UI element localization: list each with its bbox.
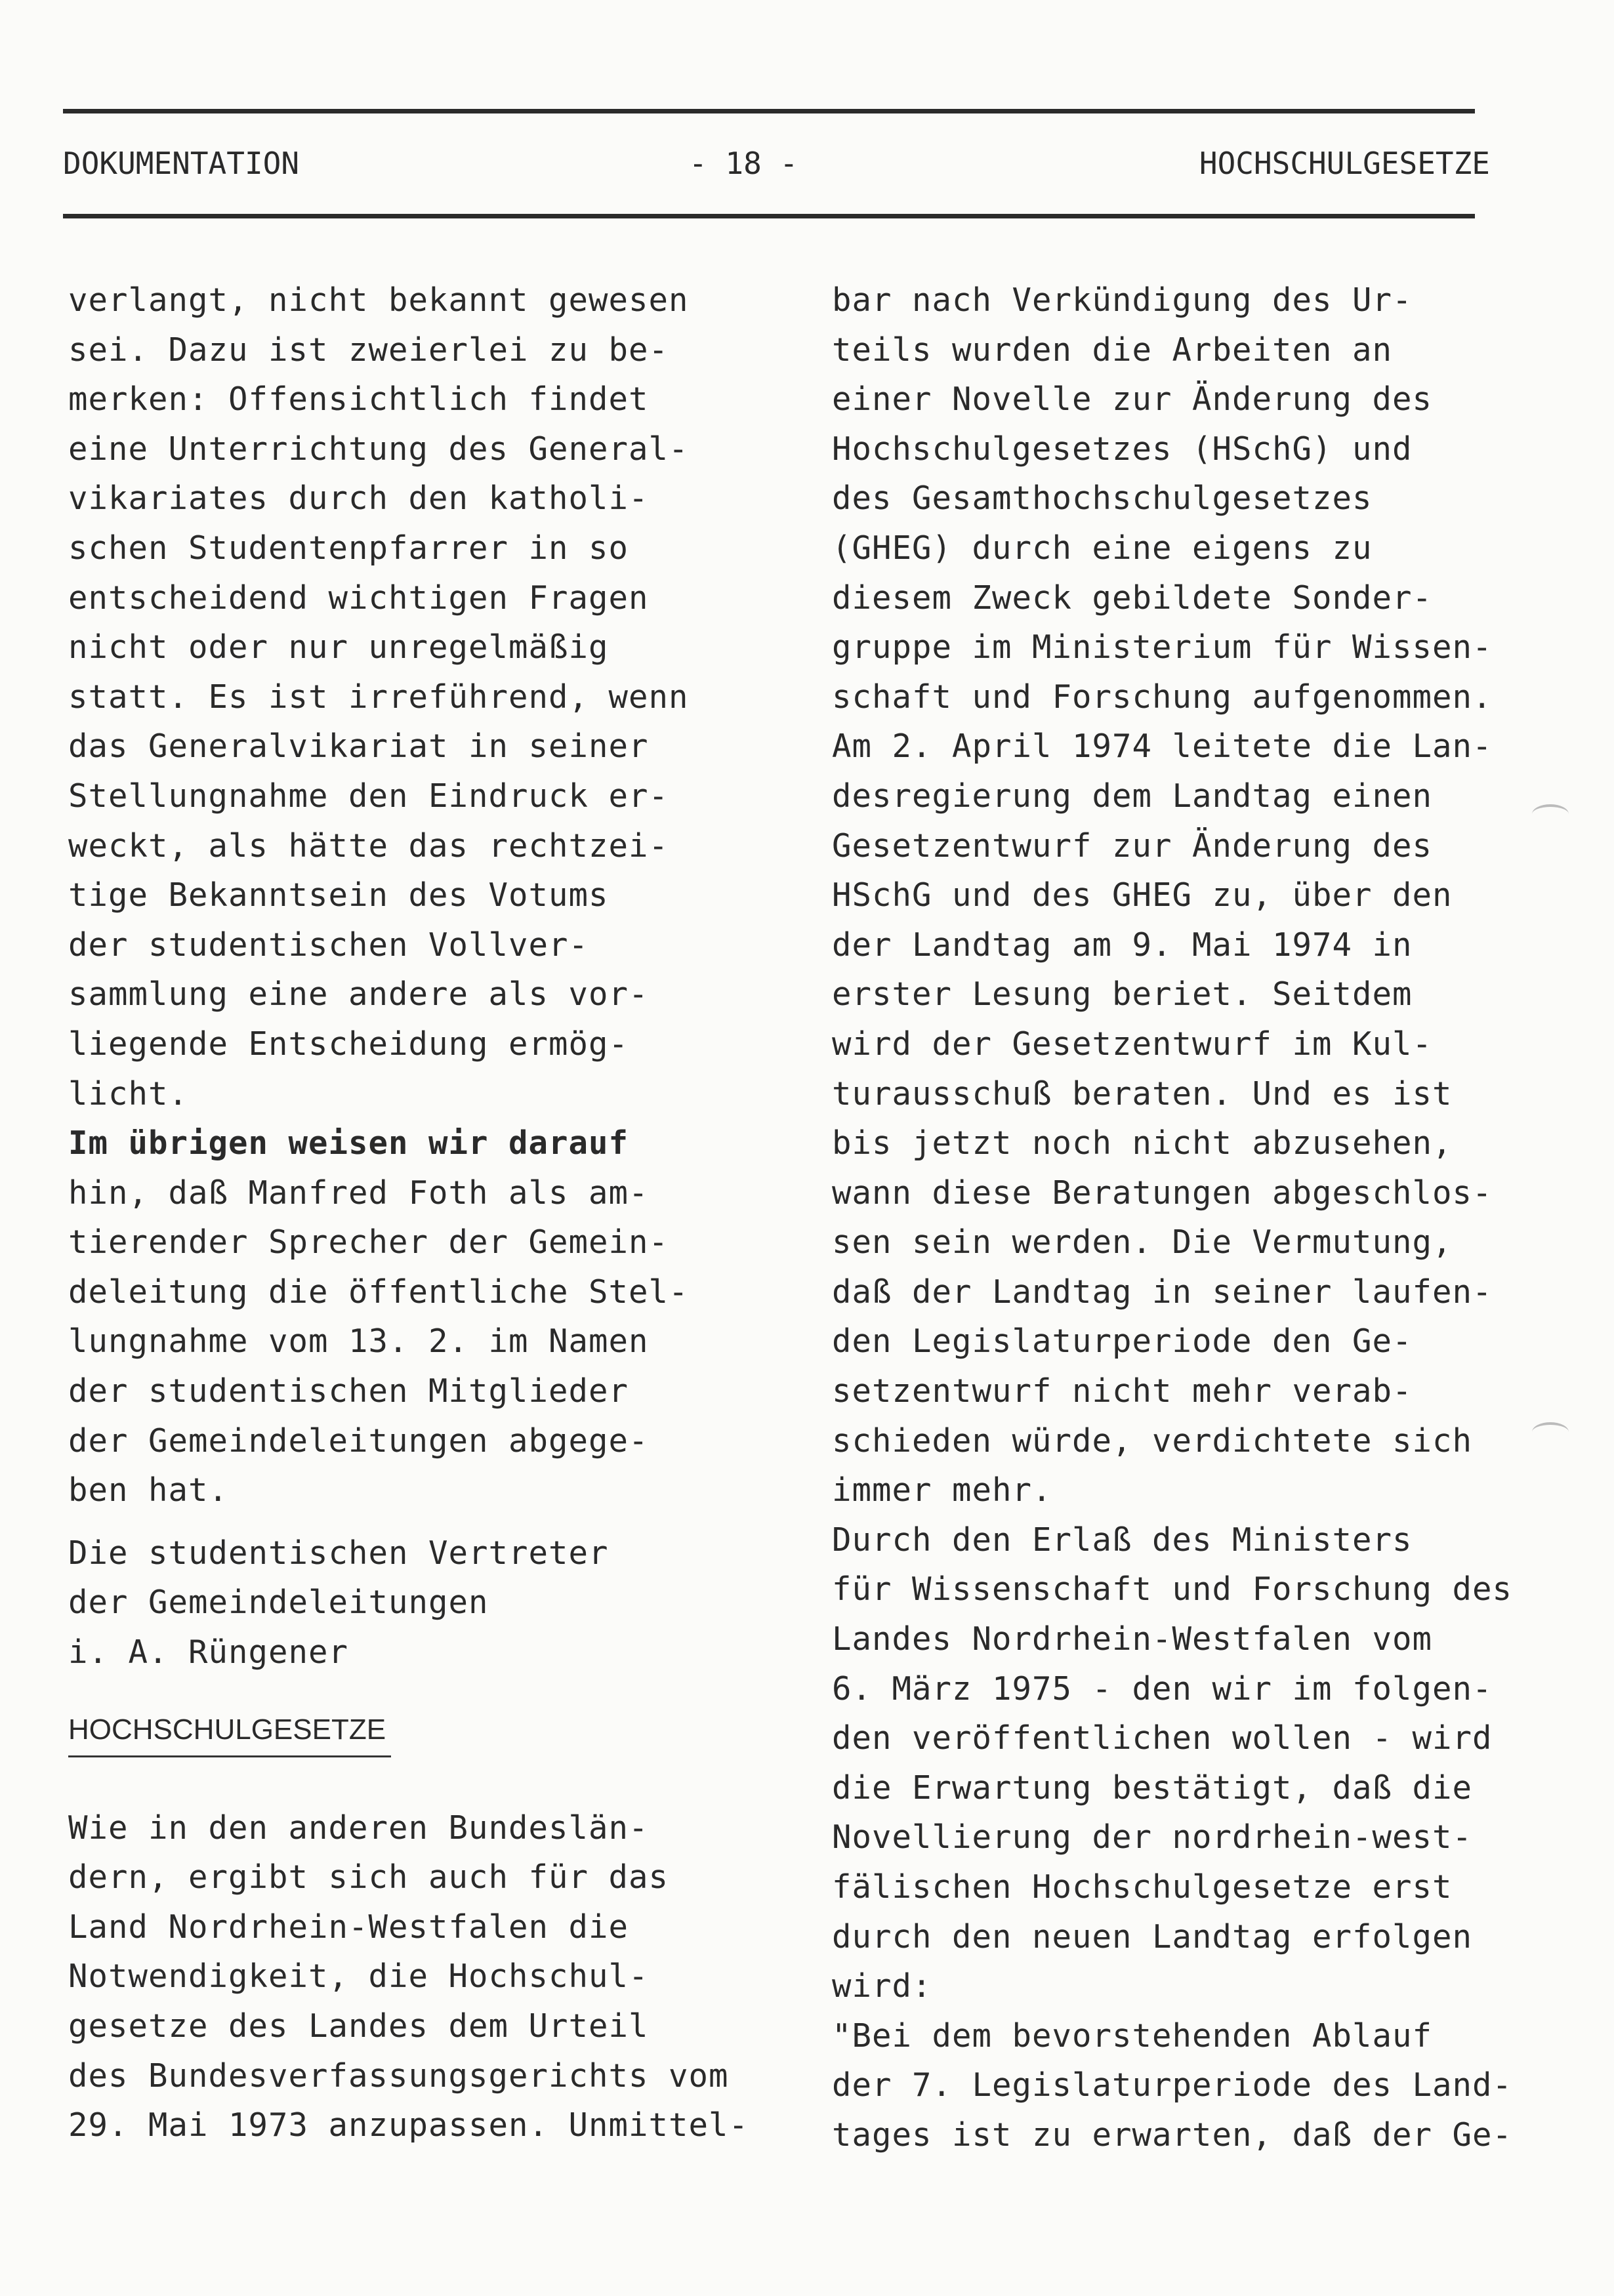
text-line: Notwendigkeit, die Hochschul- xyxy=(68,1958,649,1996)
text-line: sammlung eine andere als vor- xyxy=(68,975,649,1014)
header-left-label: DOKUMENTATION xyxy=(63,146,300,181)
text-line: teils wurden die Arbeiten an xyxy=(832,331,1393,369)
text-line: gruppe im Ministerium für Wissen- xyxy=(832,628,1493,666)
text-line: Gesetzentwurf zur Änderung des xyxy=(832,827,1433,865)
text-line: wann diese Beratungen abgeschlos- xyxy=(832,1174,1493,1212)
text-line: "Bei dem bevorstehenden Ablauf xyxy=(832,2017,1433,2055)
text-line: der 7. Legislaturperiode des Land- xyxy=(832,2066,1513,2104)
text-line: sen sein werden. Die Vermutung, xyxy=(832,1223,1453,1261)
text-line: für Wissenschaft und Forschung des xyxy=(832,1570,1513,1609)
text-line: verlangt, nicht bekannt gewesen xyxy=(68,281,689,319)
text-line: schieden würde, verdichtete sich xyxy=(832,1422,1473,1460)
text-line: der studentischen Vollver- xyxy=(68,926,589,964)
header-bottom-rule xyxy=(63,214,1475,218)
text-line: entscheidend wichtigen Fragen xyxy=(68,579,649,617)
text-line: Die studentischen Vertreter xyxy=(68,1534,609,1572)
text-line: Durch den Erlaß des Ministers xyxy=(832,1521,1413,1559)
text-line: lungnahme vom 13. 2. im Namen xyxy=(68,1322,649,1361)
text-line: durch den neuen Landtag erfolgen xyxy=(832,1917,1473,1956)
punch-hole-mark xyxy=(1532,1422,1569,1442)
text-line: vikariates durch den katholi- xyxy=(68,480,649,518)
text-line: der Gemeindeleitungen xyxy=(68,1584,489,1622)
text-line: ben hat. xyxy=(68,1471,229,1509)
text-line: tages ist zu erwarten, daß der Ge- xyxy=(832,2116,1513,2154)
spacer xyxy=(68,1757,774,1803)
text-line: der Landtag am 9. Mai 1974 in xyxy=(832,926,1413,964)
right-paragraph-1 xyxy=(832,276,1527,1515)
text-line: fälischen Hochschulgesetze erst xyxy=(832,1868,1453,1906)
text-line: eine Unterrichtung des General- xyxy=(68,430,689,468)
text-line: nicht oder nur unregelmäßig xyxy=(68,628,609,666)
text-line: das Generalvikariat in seiner xyxy=(68,728,649,766)
text-line: deleitung die öffentliche Stel- xyxy=(68,1273,689,1311)
text-line: schen Studentenpfarrer in so xyxy=(68,529,629,567)
right-column xyxy=(832,276,1527,2160)
left-paragraph-3 xyxy=(68,1803,774,2150)
text-line: einer Novelle zur Änderung des xyxy=(832,380,1433,419)
left-paragraph-1 xyxy=(68,276,774,1118)
text-line: Stellungnahme den Eindruck er- xyxy=(68,777,669,815)
text-line: liegende Entscheidung ermög- xyxy=(68,1025,629,1063)
text-line: bis jetzt noch nicht abzusehen, xyxy=(832,1124,1453,1162)
text-line: die Erwartung bestätigt, daß die xyxy=(832,1769,1473,1807)
text-line: bar nach Verkündigung des Ur- xyxy=(832,281,1413,319)
text-line: sei. Dazu ist zweierlei zu be- xyxy=(68,331,669,369)
section-title: HOCHSCHULGESETZE xyxy=(68,1713,386,1746)
text-line: Am 2. April 1974 leitete die Lan- xyxy=(832,728,1493,766)
left-column xyxy=(68,276,774,2150)
text-line: der Gemeindeleitungen abgege- xyxy=(68,1422,649,1460)
text-line: HSchG und des GHEG zu, über den xyxy=(832,876,1453,914)
text-line: statt. Es ist irreführend, wenn xyxy=(68,678,689,716)
text-line: Wie in den anderen Bundeslän- xyxy=(68,1809,649,1847)
header-top-rule xyxy=(63,109,1475,113)
left-paragraph-2 xyxy=(68,1118,774,1515)
page-number: - 18 - xyxy=(689,146,798,181)
text-line: Hochschulgesetzes (HSchG) und xyxy=(832,430,1413,468)
text-line: Landes Nordrhein-Westfalen vom xyxy=(832,1620,1433,1658)
page-header xyxy=(63,146,1490,185)
text-line: den veröffentlichen wollen - wird xyxy=(832,1719,1493,1757)
signature-block xyxy=(68,1528,774,1677)
text-line: desregierung dem Landtag einen xyxy=(832,777,1433,815)
text-line: licht. xyxy=(68,1075,189,1113)
text-line: den Legislaturperiode den Ge- xyxy=(832,1322,1413,1361)
text-line: wird der Gesetzentwurf im Kul- xyxy=(832,1025,1433,1063)
text-line: immer mehr. xyxy=(832,1471,1052,1509)
header-right-label: HOCHSCHULGESETZE xyxy=(1199,146,1490,181)
text-line: diesem Zweck gebildete Sonder- xyxy=(832,579,1433,617)
text-line: schaft und Forschung aufgenommen. xyxy=(832,678,1493,716)
text-line: erster Lesung beriet. Seitdem xyxy=(832,975,1413,1014)
text-line: i. A. Rüngener xyxy=(68,1633,349,1671)
text-line: dern, ergibt sich auch für das xyxy=(68,1858,669,1896)
text-line: tige Bekanntsein des Votums xyxy=(68,876,609,914)
text-line: des Gesamthochschulgesetzes xyxy=(832,480,1373,518)
text-line: 29. Mai 1973 anzupassen. Unmittel- xyxy=(68,2106,749,2144)
spacer xyxy=(68,1677,774,1707)
text-line: daß der Landtag in seiner laufen- xyxy=(832,1273,1493,1311)
text-line: merken: Offensichtlich findet xyxy=(68,380,649,419)
text-line: weckt, als hätte das rechtzei- xyxy=(68,827,669,865)
text-line: 6. März 1975 - den wir im folgen- xyxy=(832,1670,1493,1708)
right-paragraph-2 xyxy=(832,1515,1527,2160)
text-line: Novellierung der nordrhein-west- xyxy=(832,1818,1473,1856)
text-line: gesetze des Landes dem Urteil xyxy=(68,2007,649,2045)
text-line: hin, daß Manfred Foth als am- xyxy=(68,1174,649,1212)
text-line: wird: xyxy=(832,1967,932,2005)
text-line: Land Nordrhein-Westfalen die xyxy=(68,1908,629,1946)
text-line: tierender Sprecher der Gemein- xyxy=(68,1223,669,1261)
text-line: der studentischen Mitglieder xyxy=(68,1372,629,1410)
text-line: Im übrigen weisen wir darauf xyxy=(68,1124,629,1162)
text-line: turausschuß beraten. Und es ist xyxy=(832,1075,1453,1113)
spacer xyxy=(68,1515,774,1528)
section-heading xyxy=(68,1707,774,1757)
text-line: des Bundesverfassungsgerichts vom xyxy=(68,2057,729,2095)
punch-hole-mark xyxy=(1532,804,1569,824)
text-line: (GHEG) durch eine eigens zu xyxy=(832,529,1373,567)
text-line: setzentwurf nicht mehr verab- xyxy=(832,1372,1413,1410)
